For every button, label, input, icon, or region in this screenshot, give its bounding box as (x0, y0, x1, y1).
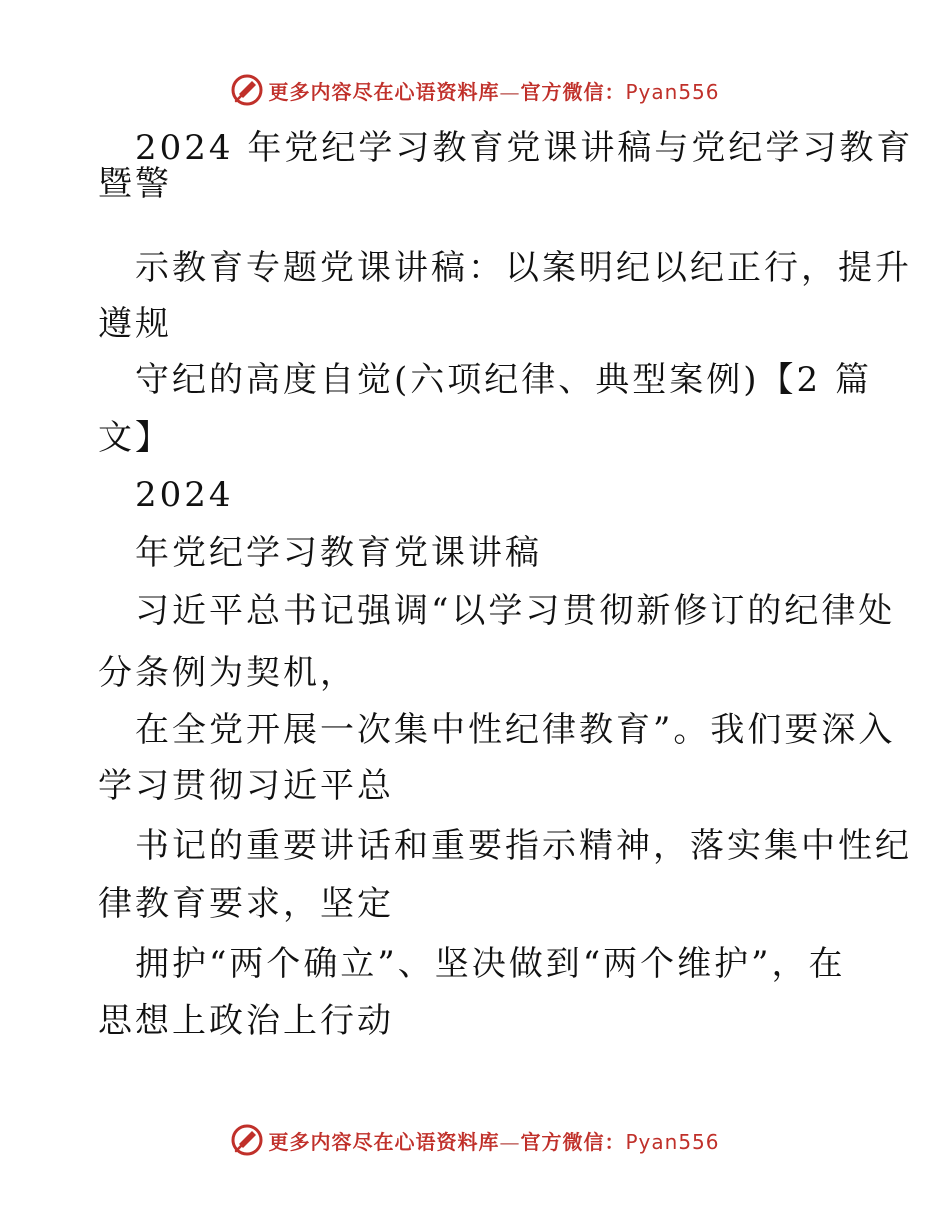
footer-watermark (0, 1120, 950, 1160)
paragraph-line: 学习贯彻习近平总 (98, 766, 394, 806)
paragraph-line: 律教育要求，坚定 (98, 884, 394, 924)
watermark-separator: — (499, 1129, 521, 1154)
paragraph-line: 思想上政治上行动 (98, 1001, 394, 1041)
watermark-contact-label: 官方微信： (520, 1129, 626, 1154)
section-heading-line: 2024 (135, 475, 234, 515)
watermark-account: Pyan556 (625, 1129, 720, 1154)
paragraph-line: 习近平总书记强调“以学习贯彻新修订的纪律处 (135, 591, 896, 631)
paragraph-line: 在全党开展一次集中性纪律教育”。我们要深入 (135, 710, 896, 750)
watermark-account: Pyan556 (625, 79, 720, 104)
brand-logo-icon (230, 1123, 264, 1157)
watermark-separator: — (499, 79, 521, 104)
watermark-contact-label: 官方微信： (520, 79, 626, 104)
paragraph-line: 书记的重要讲话和重要指示精神，落实集中性纪 (135, 826, 912, 866)
document-title-line: 文】 (98, 418, 172, 458)
paragraph-line: 分条例为契机， (98, 653, 357, 693)
watermark-site: 更多内容尽在心语资料库 (268, 1129, 500, 1154)
document-title-line: 暨警 (98, 164, 172, 204)
document-title-line: 守纪的高度自觉(六项纪律、典型案例)【2 篇 (135, 360, 872, 400)
watermark-site: 更多内容尽在心语资料库 (268, 79, 500, 104)
section-heading-line: 年党纪学习教育党课讲稿 (135, 533, 542, 573)
document-title-line: 示教育专题党课讲稿：以案明纪以纪正行，提升 (135, 248, 912, 288)
paragraph-line: 拥护“两个确立”、坚决做到“两个维护”，在 (135, 944, 846, 984)
brand-logo-icon (230, 73, 264, 107)
watermark-text (268, 76, 719, 105)
header-watermark (0, 70, 950, 110)
watermark-text (268, 1126, 719, 1155)
document-title-line: 遵规 (98, 304, 172, 344)
document-title-line: 2024 年党纪学习教育党课讲稿与党纪学习教育 (135, 128, 914, 168)
